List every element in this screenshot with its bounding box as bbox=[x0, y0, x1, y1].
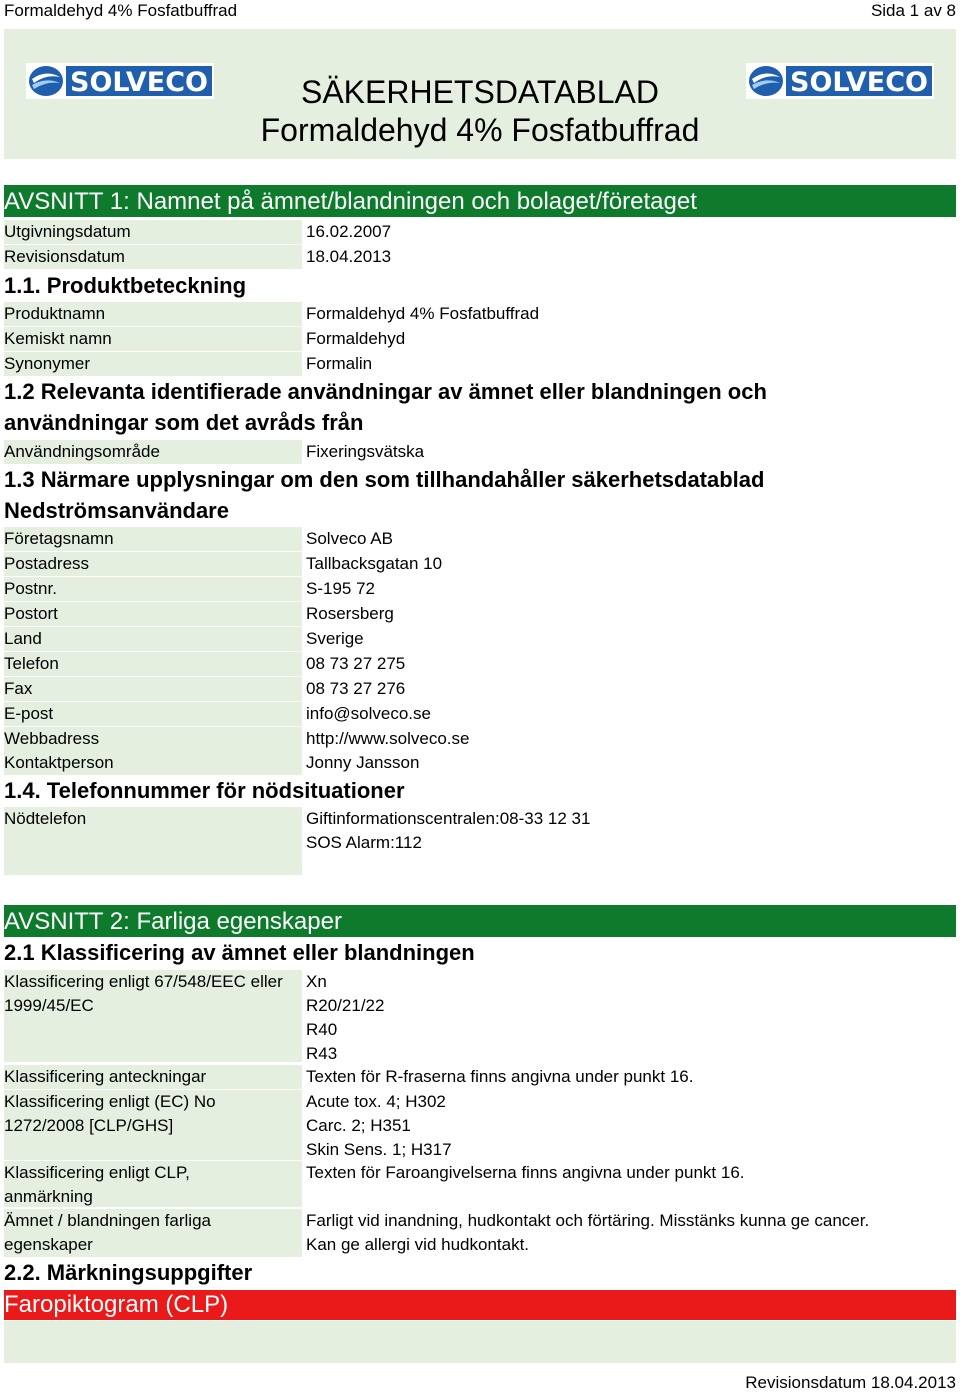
contact-row bbox=[4, 727, 956, 751]
field-label: Klassificering enligt CLP, anmärkning bbox=[4, 1161, 302, 1207]
field-label: Produktnamn bbox=[4, 302, 302, 326]
subsection-1-3-line1: 1.3 Närmare upplysningar om den som tillhandahåller säkerhetsdatablad bbox=[4, 467, 765, 492]
section-2-heading: AVSNITT 2: Farliga egenskaper bbox=[4, 905, 956, 937]
klassificering-clp-anmarkning-row bbox=[4, 1161, 956, 1207]
contact-row bbox=[4, 652, 956, 676]
document-title: SÄKERHETSDATABLAD bbox=[300, 74, 659, 110]
nodtelefon-row bbox=[4, 807, 956, 875]
subsection-2-2: 2.2. Märkningsuppgifter bbox=[4, 1260, 253, 1285]
klassificering-67548-row bbox=[4, 970, 956, 1062]
faropiktogram-heading: Faropiktogram (CLP) bbox=[4, 1290, 956, 1320]
field-label: Användningsområde bbox=[4, 440, 302, 464]
field-value: 16.02.2007 bbox=[306, 222, 392, 241]
document-subtitle: Formaldehyd 4% Fosfatbuffrad bbox=[260, 112, 700, 148]
field-value: Formalin bbox=[306, 354, 373, 373]
subsection-1-4: 1.4. Telefonnummer för nödsituationer bbox=[4, 778, 405, 803]
svg-text:SOLVECO: SOLVECO bbox=[790, 67, 928, 98]
field-value: 08 73 27 276 bbox=[306, 679, 406, 698]
field-value: info@solveco.se bbox=[306, 704, 431, 723]
anvandningsomrade-row bbox=[4, 440, 956, 464]
hazard-statement: Acute tox. 4; H302 bbox=[306, 1092, 446, 1111]
solveco-logo bbox=[26, 63, 214, 99]
field-value: Jonny Jansson bbox=[306, 753, 420, 772]
field-value: Formaldehyd bbox=[306, 329, 406, 348]
logo-cell-left bbox=[4, 29, 232, 159]
klassificering-clp-row bbox=[4, 1090, 956, 1160]
classification-code: R43 bbox=[306, 1044, 338, 1063]
logo-cell-right bbox=[728, 29, 956, 159]
subsection-2-1: 2.1 Klassificering av ämnet eller blandningen bbox=[4, 940, 475, 965]
classification-code: Xn bbox=[306, 972, 327, 991]
field-value bbox=[306, 1090, 956, 1162]
field-label: Revisionsdatum bbox=[4, 245, 302, 269]
subsection-1-2 bbox=[4, 376, 767, 438]
field-label: Postadress bbox=[4, 552, 302, 576]
field-label: Synonymer bbox=[4, 352, 302, 376]
field-value: Fixeringsvätska bbox=[306, 442, 425, 461]
field-label: E-post bbox=[4, 702, 302, 726]
field-label: Företagsnamn bbox=[4, 527, 302, 551]
field-label: Webbadress bbox=[4, 727, 302, 751]
field-value: Texten för Faroangivelserna finns angivna under punkt 16. bbox=[306, 1163, 745, 1182]
field-label: Kemiskt namn bbox=[4, 327, 302, 351]
field-value bbox=[306, 970, 956, 1066]
footer-revision-date: Revisionsdatum 18.04.2013 bbox=[745, 1373, 956, 1392]
classification-code: R20/21/22 bbox=[306, 996, 385, 1015]
svg-text:SOLVECO: SOLVECO bbox=[70, 67, 208, 98]
field-value: 08 73 27 275 bbox=[306, 654, 406, 673]
hazard-statement: Carc. 2; H351 bbox=[306, 1116, 411, 1135]
field-value: Solveco AB bbox=[306, 529, 393, 548]
emergency-number: Giftinformationscentralen:08-33 12 31 bbox=[306, 809, 591, 828]
field-value: Farligt vid inandning, hudkontakt och förtäring. Misstänks kunna ge cancer. Kan ge allergi vid hudkontakt. bbox=[306, 1211, 870, 1254]
header-title-block bbox=[236, 29, 724, 159]
classification-code: R40 bbox=[306, 1020, 338, 1039]
klassificering-anteckningar-row bbox=[4, 1065, 956, 1089]
field-value: Texten för R-fraserna finns angivna under punkt 16. bbox=[306, 1067, 694, 1086]
contact-row bbox=[4, 602, 956, 626]
page-top-bar bbox=[4, 0, 956, 24]
document-header bbox=[4, 29, 956, 159]
field-label: Ämnet / blandningen farliga egenskaper bbox=[4, 1209, 302, 1257]
field-label: Klassificering enligt (EC) No 1272/2008 [CLP/GHS] bbox=[4, 1090, 302, 1160]
pictogram-area bbox=[4, 1321, 956, 1363]
subsection-1-3 bbox=[4, 464, 764, 526]
solveco-logo bbox=[746, 63, 934, 99]
revisionsdatum-row bbox=[4, 245, 956, 269]
synonymer-row bbox=[4, 352, 956, 376]
contact-row bbox=[4, 677, 956, 701]
field-label: Telefon bbox=[4, 652, 302, 676]
field-label: Land bbox=[4, 627, 302, 651]
farliga-egenskaper-row bbox=[4, 1209, 956, 1257]
subsection-1-2-line1: 1.2 Relevanta identifierade användningar av ämnet eller blandningen och bbox=[4, 379, 767, 404]
contact-row bbox=[4, 627, 956, 651]
hazard-statement: Skin Sens. 1; H317 bbox=[306, 1140, 452, 1159]
field-label: Nödtelefon bbox=[4, 807, 302, 875]
doc-running-title: Formaldehyd 4% Fosfatbuffrad bbox=[4, 1, 238, 20]
field-label: Fax bbox=[4, 677, 302, 701]
field-value: Sverige bbox=[306, 629, 364, 648]
kemiskt-namn-row bbox=[4, 327, 956, 351]
field-label: Postort bbox=[4, 602, 302, 626]
section-1-heading: AVSNITT 1: Namnet på ämnet/blandningen och bolaget/företaget bbox=[4, 185, 956, 217]
subsection-1-3-line2: Nedströmsanvändare bbox=[4, 498, 229, 523]
utgivningsdatum-row bbox=[4, 220, 956, 244]
contact-row bbox=[4, 527, 956, 551]
field-value: Rosersberg bbox=[306, 604, 394, 623]
produktnamn-row bbox=[4, 302, 956, 326]
field-value: Tallbacksgatan 10 bbox=[306, 554, 443, 573]
field-label: Postnr. bbox=[4, 577, 302, 601]
subsection-1-1: 1.1. Produktbeteckning bbox=[4, 273, 247, 298]
field-value: 18.04.2013 bbox=[306, 247, 392, 266]
field-label: Kontaktperson bbox=[4, 751, 302, 775]
contact-row bbox=[4, 751, 956, 775]
page-number: Sida 1 av 8 bbox=[870, 1, 956, 20]
field-label: Utgivningsdatum bbox=[4, 220, 302, 244]
field-label: Klassificering enligt 67/548/EEC eller 1999/45/EC bbox=[4, 970, 302, 1062]
contact-row bbox=[4, 577, 956, 601]
field-value: http://www.solveco.se bbox=[306, 729, 470, 748]
emergency-number: SOS Alarm:112 bbox=[306, 833, 422, 852]
field-value bbox=[306, 807, 956, 855]
field-value: Formaldehyd 4% Fosfatbuffrad bbox=[306, 304, 540, 323]
field-label: Klassificering anteckningar bbox=[4, 1065, 302, 1089]
contact-row bbox=[4, 702, 956, 726]
subsection-1-2-line2: användningar som det avråds från bbox=[4, 410, 364, 435]
contact-row bbox=[4, 552, 956, 576]
field-value: S-195 72 bbox=[306, 579, 375, 598]
